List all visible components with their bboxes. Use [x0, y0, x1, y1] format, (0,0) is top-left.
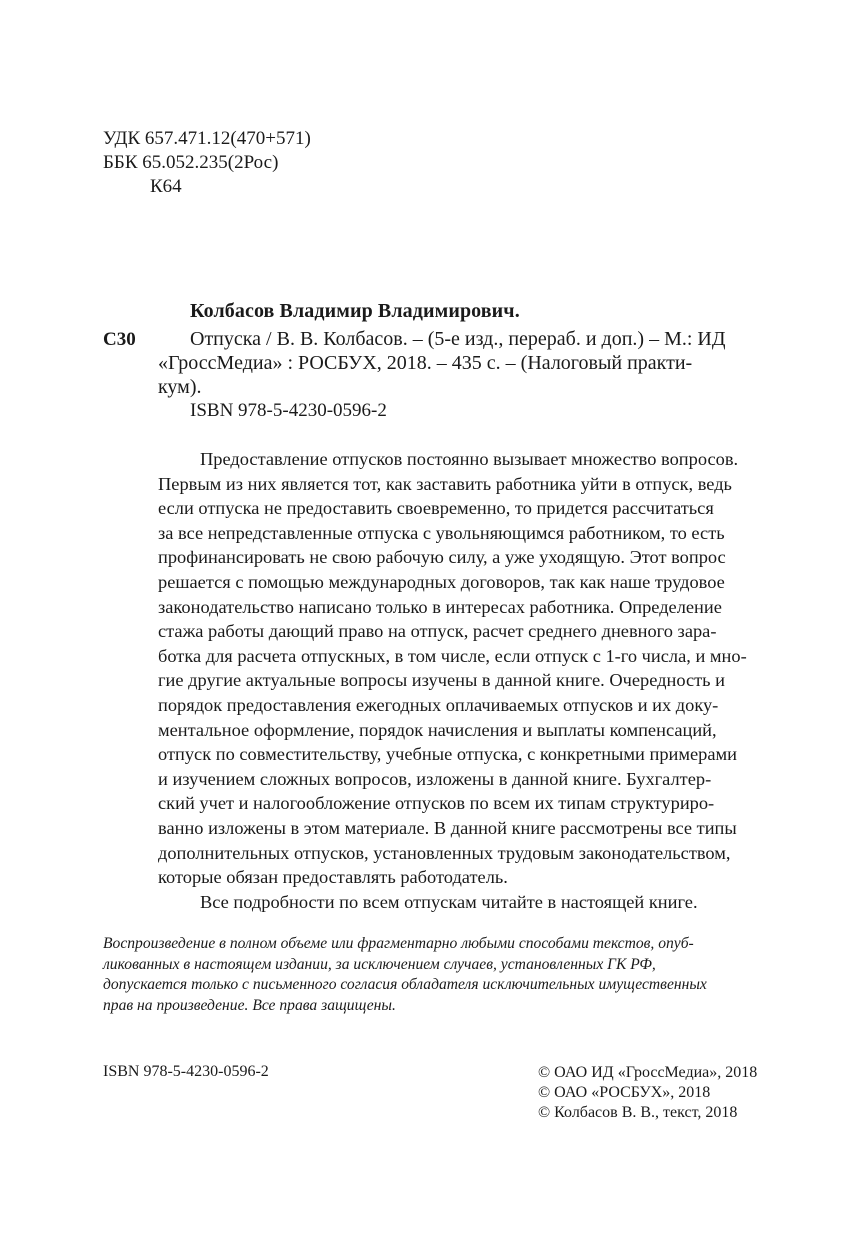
annotation-line: дополнительных отпусков, установленных трудовым законодательством, [158, 842, 731, 863]
rights-notice [103, 934, 751, 1016]
bibliographic-record [158, 327, 748, 423]
annotation-line: ванно изложены в этом материале. В данной книге рассмотрены все типы [158, 817, 737, 838]
annotation-line: решается с помощью международных договоров, так как наше трудовое [158, 571, 725, 592]
annotation-line: если отпуска не предоставить своевременно, то придется рассчитаться [158, 498, 714, 519]
footer-isbn: ISBN 978-5-4230-0596-2 [103, 1063, 269, 1080]
record-line: кум). [158, 376, 202, 398]
annotation-line: Все подробности по всем отпускам читайте в настоящей книге. [200, 891, 698, 912]
udk-code: УДК 657.471.12(470+571) [103, 128, 311, 149]
notice-line: ликованных в настоящем издании, за исключением случаев, установленных ГК РФ, [103, 955, 656, 973]
annotation-line: Предоставление отпусков постоянно вызывает множество вопросов. [200, 449, 739, 469]
record-line: «ГроссМедиа» : РОСБУХ, 2018. – 435 с. – (Налоговый практи- [158, 352, 693, 374]
catalog-code: С30 [103, 329, 136, 350]
author-heading: Колбасов Владимир Владимирович. [190, 300, 520, 322]
annotation-line: порядок предоставления ежегодных оплачиваемых отпусков и их доку- [158, 694, 719, 715]
annotation-line: законодательство написано только в интересах работника. Определение [158, 596, 722, 617]
annotation-line: Первым из них является тот, как заставить работника уйти в отпуск, ведь [158, 473, 732, 494]
notice-line: прав на произведение. Все права защищены. [103, 996, 396, 1014]
annotation-line: ботка для расчета отпускных, в том числе, если отпуск с 1-го числа, и мно- [158, 645, 747, 666]
notice-line: допускается только с письменного согласия обладателя исключительных имущественных [103, 976, 707, 994]
author-sign: К64 [150, 176, 182, 197]
copyright-list [538, 1063, 757, 1123]
annotation-line: ментальное оформление, порядок начисления и выплаты компенсаций, [158, 719, 717, 740]
annotation-line: за все непредставленные отпуска с увольняющимся работником, то есть [158, 522, 725, 543]
bbk-code: ББК 65.052.235(2Рос) [103, 152, 279, 173]
annotation [158, 447, 748, 914]
annotation-line: гие другие актуальные вопросы изучены в данной книге. Очередность и [158, 670, 726, 691]
annotation-line: стажа работы дающий право на отпуск, расчет среднего дневного зара- [158, 621, 717, 642]
annotation-line: и изучением сложных вопросов, изложены в данной книге. Бухгалтер- [158, 768, 712, 789]
classification-block [103, 127, 311, 199]
notice-line: Воспроизведение в полном объеме или фрагментарно любыми способами текстов, опуб- [103, 935, 694, 952]
annotation-line: ский учет и налогообложение отпусков по всем их типам структуриро- [158, 793, 715, 814]
annotation-line: профинансировать не свою рабочую силу, а уже уходящую. Этот вопрос [158, 547, 726, 568]
annotation-line: отпуск по совместительству, учебные отпуска, с конкретными примерами [158, 744, 737, 765]
record-line: Отпуска / В. В. Колбасов. – (5-е изд., перераб. и доп.) – М.: ИД [190, 328, 726, 350]
copyright-line: © ОАО «РОСБУХ», 2018 [538, 1084, 711, 1101]
copyright-line: © ОАО ИД «ГроссМедиа», 2018 [538, 1064, 758, 1081]
annotation-line: которые обязан предоставлять работодатель. [158, 867, 508, 888]
record-isbn: ISBN 978-5-4230-0596-2 [190, 400, 387, 421]
copyright-line: © Колбасов В. В., текст, 2018 [538, 1104, 738, 1121]
